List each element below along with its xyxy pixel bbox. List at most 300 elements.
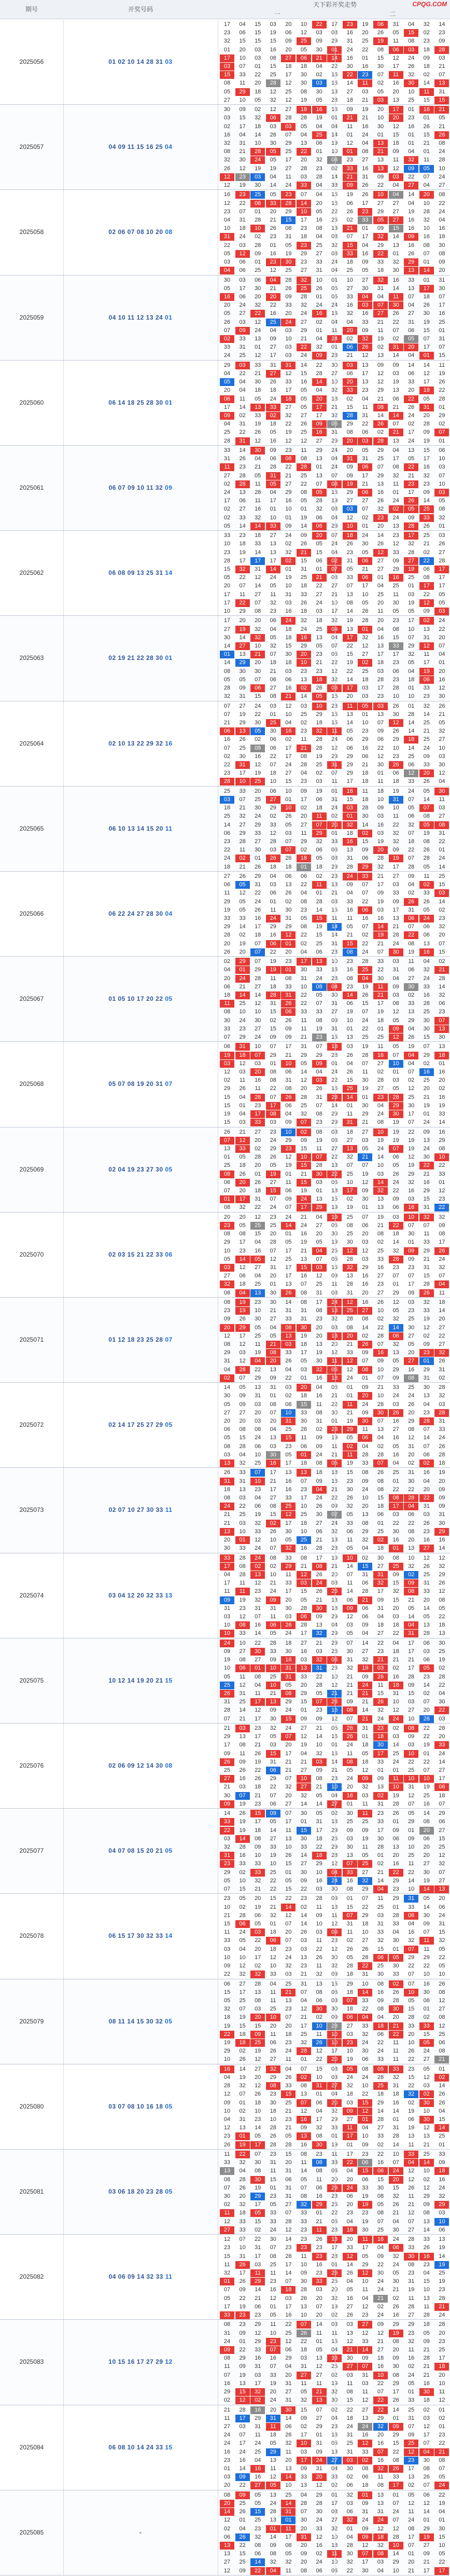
grid-cell: 07 bbox=[358, 1162, 372, 1169]
grid-cell: 26 bbox=[281, 1094, 296, 1101]
grid-cell: 03 bbox=[389, 173, 403, 181]
grid-cell: 17 bbox=[358, 370, 372, 378]
grid-cell: 02 bbox=[419, 617, 434, 625]
grid-cell: 08 bbox=[266, 1068, 280, 1076]
grid-cell: 09 bbox=[419, 1128, 434, 1136]
grid-cell: 30 bbox=[312, 88, 327, 96]
grid-cell: 09 bbox=[419, 489, 434, 497]
grid-cell: 28 bbox=[389, 1997, 403, 2005]
grid-cell: 33 bbox=[266, 2209, 280, 2217]
grid-cell: 01 bbox=[389, 2116, 403, 2124]
grid-cell: 07 bbox=[266, 651, 280, 658]
grid-cell: 18 bbox=[358, 796, 372, 804]
grid-cell: 18 bbox=[373, 2022, 388, 2030]
grid-cell: 12 bbox=[220, 1068, 234, 1076]
grid-cell: 30 bbox=[220, 1392, 234, 1400]
grid-cell: 23 bbox=[250, 1299, 265, 1306]
grid-cell: 27 bbox=[373, 2346, 388, 2354]
grid-cell: 15 bbox=[220, 1094, 234, 1101]
grid-cell: 10 bbox=[312, 2022, 327, 2030]
grid-cell: 16 bbox=[358, 123, 372, 131]
red-balls: 02 14 17 25 27 29 bbox=[108, 1421, 163, 1428]
grid-cell: 06 bbox=[389, 46, 403, 54]
grid-cell: 03 bbox=[250, 2005, 265, 2013]
grid-cell: 18 bbox=[250, 532, 265, 540]
grid-cell: 09 bbox=[235, 1401, 250, 1409]
issue-number: 2025074 bbox=[0, 1592, 63, 1599]
grid-cell: 23 bbox=[312, 2269, 327, 2277]
grid-cell: 12 bbox=[235, 1137, 250, 1145]
grid-cell: 07 bbox=[266, 2346, 280, 2354]
grid-cell: 16 bbox=[419, 948, 434, 956]
grid-cell: 20 bbox=[373, 106, 388, 114]
grid-cell: 32 bbox=[220, 2269, 234, 2277]
grid-cell: 20 bbox=[434, 2372, 449, 2379]
grid-cell: 23 bbox=[297, 778, 311, 786]
grid-cell: 08 bbox=[373, 2482, 388, 2489]
grid-cell: 28 bbox=[297, 1621, 311, 1629]
grid-cell: 28 bbox=[434, 46, 449, 54]
grid-cell: 19 bbox=[434, 2261, 449, 2269]
red-balls: 04 06 09 14 32 33 bbox=[109, 2273, 163, 2280]
grid-cell: 33 bbox=[281, 1494, 296, 1502]
grid-cell: 14 bbox=[220, 1384, 234, 1392]
grid-cell: 13 bbox=[297, 1954, 311, 1962]
grid-cell: 13 bbox=[266, 2491, 280, 2499]
grid-cell: 10 bbox=[404, 1885, 418, 1893]
grid-cell: 08 bbox=[220, 1443, 234, 1451]
grid-cell: 03 bbox=[373, 1912, 388, 1920]
grid-cell: 21 bbox=[419, 727, 434, 735]
site-brand[interactable]: CPQG.COM bbox=[412, 1, 447, 8]
grid-cell: 19 bbox=[389, 788, 403, 795]
grid-cell: 22 bbox=[434, 1706, 449, 1714]
grid-cell: 09 bbox=[404, 165, 418, 173]
grid-cell: 20 bbox=[281, 2022, 296, 2030]
grid-cell: 06 bbox=[358, 1613, 372, 1621]
grid-cell: 13 bbox=[434, 1043, 449, 1051]
grid-cell: 22 bbox=[250, 1204, 265, 1211]
grid-cell: 26 bbox=[419, 1289, 434, 1297]
grid-cell: 27 bbox=[297, 1767, 311, 1774]
grid-cell: 10 bbox=[404, 1715, 418, 1723]
grid-cell: 09 bbox=[389, 846, 403, 854]
grid-cell: 08 bbox=[312, 1110, 327, 1118]
grid-cell: 08 bbox=[358, 1315, 372, 1323]
grid-cell: 09 bbox=[250, 745, 265, 752]
grid-cell: 25 bbox=[235, 1511, 250, 1519]
grid-cell: 30 bbox=[373, 1554, 388, 1562]
grid-cell: 33 bbox=[297, 182, 311, 189]
grid-cell: 02 bbox=[297, 2074, 311, 2082]
grid-cell: 04 bbox=[404, 21, 418, 29]
grid-cell: 03 bbox=[434, 804, 449, 812]
grid-cell: 05 bbox=[419, 1613, 434, 1621]
grid-cell: 22 bbox=[297, 1885, 311, 1893]
grid-cell: 18 bbox=[281, 395, 296, 403]
grid-cell: 31 bbox=[220, 2330, 234, 2337]
grid-cell: 17 bbox=[419, 285, 434, 293]
grid-cell: 08 bbox=[266, 1349, 280, 1357]
grid-cell: 22 bbox=[250, 2567, 265, 2575]
grid-cell: 21 bbox=[266, 1478, 280, 1485]
grid-cell: 28 bbox=[220, 437, 234, 445]
grid-cell: 22 bbox=[312, 1843, 327, 1851]
grid-cell: 10 bbox=[281, 1409, 296, 1417]
grid-cell: 19 bbox=[343, 1459, 357, 1467]
grid-cell: 10 bbox=[220, 2107, 234, 2115]
grid-cell: 04 bbox=[312, 191, 327, 199]
grid-cell: 31 bbox=[404, 1895, 418, 1903]
grid-cell: 09 bbox=[373, 225, 388, 232]
grid-cell: 19 bbox=[358, 2193, 372, 2200]
blue-ball: 08 bbox=[165, 1762, 172, 1769]
column-divider bbox=[63, 2320, 64, 2404]
grid-cell: 05 bbox=[343, 1630, 357, 1637]
grid-cell: 11 bbox=[358, 404, 372, 411]
grid-cell: 15 bbox=[373, 2176, 388, 2184]
grid-cell: 05 bbox=[419, 788, 434, 795]
grid-cell: 33 bbox=[434, 1110, 449, 1118]
grid-cell: 33 bbox=[419, 1588, 434, 1595]
grid-cell: 33 bbox=[419, 2236, 434, 2243]
grid-cell: 28 bbox=[373, 2116, 388, 2124]
grid-cell: 26 bbox=[235, 2533, 250, 2541]
grid-cell: 25 bbox=[297, 1536, 311, 1544]
grid-cell: 26 bbox=[297, 420, 311, 428]
grid-cell: 01 bbox=[434, 1060, 449, 1068]
grid-cell: 24 bbox=[281, 1214, 296, 1221]
grid-cell: 10 bbox=[250, 1451, 265, 1459]
grid-cell: 17 bbox=[434, 2567, 449, 2575]
grid-cell: 16 bbox=[343, 1877, 357, 1885]
grid-cell: 25 bbox=[297, 1102, 311, 1110]
grid-cell: 32 bbox=[266, 2558, 280, 2566]
grid-cell: 24 bbox=[266, 1204, 280, 1211]
grid-cell: 32 bbox=[373, 277, 388, 284]
grid-cell: 30 bbox=[266, 1299, 280, 1306]
issue-number: 2025082 bbox=[0, 2273, 63, 2280]
grid-cell: 31 bbox=[343, 557, 357, 565]
grid-cell: 01 bbox=[434, 1179, 449, 1187]
grid-cell: 33 bbox=[220, 532, 234, 540]
grid-cell: 24 bbox=[220, 2431, 234, 2439]
grid-cell: 32 bbox=[373, 863, 388, 871]
grid-cell: 15 bbox=[419, 1195, 434, 1203]
grid-cell: 25 bbox=[312, 761, 327, 769]
grid-cell: 04 bbox=[434, 2107, 449, 2115]
grid-cell: 03 bbox=[343, 2031, 357, 2038]
grid-cell: 09 bbox=[312, 1443, 327, 1451]
grid-cell: 23 bbox=[389, 1264, 403, 1272]
grid-cell: 31 bbox=[266, 362, 280, 369]
grid-cell: 30 bbox=[250, 285, 265, 293]
grid-cell: 08 bbox=[281, 225, 296, 232]
grid-cell: 25 bbox=[358, 1034, 372, 1041]
grid-cell: 01 bbox=[343, 2141, 357, 2149]
grid-cell: 29 bbox=[373, 208, 388, 216]
grid-cell: 02 bbox=[250, 233, 265, 241]
grid-cell: 09 bbox=[434, 1494, 449, 1502]
grid-cell: 24 bbox=[404, 788, 418, 795]
grid-cell: 05 bbox=[343, 727, 357, 735]
grid-cell: 24 bbox=[358, 131, 372, 139]
grid-cell: 22 bbox=[343, 2159, 357, 2167]
grid-cell: 10 bbox=[250, 2107, 265, 2115]
grid-cell: 33 bbox=[250, 830, 265, 837]
grid-cell: 20 bbox=[358, 1392, 372, 1400]
grid-cell: 24 bbox=[235, 2448, 250, 2456]
grid-cell: 07 bbox=[434, 1800, 449, 1808]
grid-cell: 06 bbox=[281, 676, 296, 684]
grid-cell: 29 bbox=[434, 1571, 449, 1579]
grid-cell: 02 bbox=[373, 1860, 388, 1868]
grid-cell: 33 bbox=[389, 1384, 403, 1392]
grid-cell: 22 bbox=[389, 2031, 403, 2038]
grid-cell: 22 bbox=[358, 1962, 372, 1970]
grid-cell: 22 bbox=[404, 931, 418, 939]
grid-cell: 05 bbox=[389, 1162, 403, 1169]
grid-cell: 31 bbox=[220, 1605, 234, 1613]
grid-cell: 25 bbox=[373, 1247, 388, 1255]
grid-cell: 06 bbox=[404, 761, 418, 769]
grid-cell: 18 bbox=[373, 1545, 388, 1552]
grid-cell: 07 bbox=[235, 796, 250, 804]
blue-ball: 11 bbox=[165, 1506, 173, 1513]
grid-cell: 09 bbox=[389, 898, 403, 906]
grid-cell: 27 bbox=[358, 2406, 372, 2414]
grid-cell: 12 bbox=[266, 267, 280, 274]
grid-cell: 31 bbox=[419, 1374, 434, 1382]
grid-cell: 01 bbox=[220, 2278, 234, 2285]
grid-cell: 17 bbox=[404, 617, 418, 625]
grid-cell: 15 bbox=[343, 796, 357, 804]
grid-cell: 30 bbox=[220, 106, 234, 114]
grid-cell: 22 bbox=[266, 1085, 280, 1093]
grid-cell: 12 bbox=[373, 2330, 388, 2337]
grid-cell: 30 bbox=[389, 1937, 403, 1945]
grid-cell: 07 bbox=[404, 1119, 418, 1126]
grid-cell: 29 bbox=[389, 2380, 403, 2388]
grid-cell: 15 bbox=[297, 2406, 311, 2414]
grid-cell: 17 bbox=[281, 2533, 296, 2541]
grid-cell: 07 bbox=[220, 2184, 234, 2192]
grid-cell: 25 bbox=[419, 1571, 434, 1579]
red-balls: 02 03 15 21 22 33 bbox=[108, 1251, 163, 1258]
grid-cell: 24 bbox=[404, 2516, 418, 2524]
grid-cell: 18 bbox=[235, 1162, 250, 1169]
grid-cell: 27 bbox=[220, 1409, 234, 1417]
grid-cell: 17 bbox=[389, 2482, 403, 2489]
grid-cell: 10 bbox=[389, 1060, 403, 1068]
issue-number: 2025067 bbox=[0, 995, 63, 1002]
grid-cell: 02 bbox=[419, 881, 434, 889]
grid-cell: 07 bbox=[312, 480, 327, 488]
grid-cell: 32 bbox=[389, 258, 403, 266]
grid-cell: 33 bbox=[404, 2151, 418, 2158]
grid-cell: 08 bbox=[266, 1077, 280, 1084]
grid-cell: 22 bbox=[389, 2448, 403, 2456]
grid-cell: 25 bbox=[312, 626, 327, 633]
grid-cell: 10 bbox=[266, 2116, 280, 2124]
grid-cell: 02 bbox=[419, 2176, 434, 2184]
grid-cell: 25 bbox=[419, 1008, 434, 1016]
grid-cell: 28 bbox=[389, 1912, 403, 1920]
list-item bbox=[0, 446, 450, 531]
grid-cell: 12 bbox=[434, 684, 449, 692]
grid-cell: 17 bbox=[419, 378, 434, 386]
grid-cell: 03 bbox=[250, 1060, 265, 1068]
grid-cell: 18 bbox=[434, 1299, 449, 1306]
grid-cell: 06 bbox=[434, 2226, 449, 2234]
blue-ball: 07 bbox=[165, 1080, 172, 1087]
grid-cell: 10 bbox=[220, 608, 234, 615]
grid-cell: 27 bbox=[373, 1060, 388, 1068]
grid-cell: 24 bbox=[389, 1715, 403, 1723]
grid-cell: 01 bbox=[419, 1750, 434, 1758]
grid-cell: 28 bbox=[404, 549, 418, 557]
grid-cell: 29 bbox=[250, 821, 265, 829]
grid-cell: 07 bbox=[266, 1043, 280, 1051]
grid-cell: 21 bbox=[281, 2107, 296, 2115]
grid-cell: 25 bbox=[343, 1085, 357, 1093]
grid-cell: 27 bbox=[220, 472, 234, 480]
grid-cell: 06 bbox=[358, 855, 372, 862]
grid-cell: 09 bbox=[297, 2124, 311, 2132]
grid-cell: 06 bbox=[389, 1332, 403, 1340]
grid-cell: 08 bbox=[220, 1008, 234, 1016]
grid-cell: 17 bbox=[297, 216, 311, 224]
grid-cell: 28 bbox=[235, 1366, 250, 1374]
grid-cell: 16 bbox=[389, 2311, 403, 2319]
grid-cell: 20 bbox=[358, 1230, 372, 1238]
grid-cell: 24 bbox=[434, 855, 449, 862]
grid-cell: 24 bbox=[404, 1392, 418, 1400]
grid-cell: 17 bbox=[250, 1733, 265, 1741]
grid-cell: 20 bbox=[250, 1068, 265, 1076]
grid-cell: 02 bbox=[373, 343, 388, 351]
grid-cell: 02 bbox=[358, 514, 372, 522]
grid-cell: 21 bbox=[434, 966, 449, 974]
grid-cell: 08 bbox=[389, 2338, 403, 2346]
grid-cell: 09 bbox=[419, 2201, 434, 2209]
grid-cell: 09 bbox=[358, 258, 372, 266]
grid-cell: 33 bbox=[235, 1145, 250, 1153]
grid-cell: 33 bbox=[220, 343, 234, 351]
grid-cell: 03 bbox=[358, 1256, 372, 1263]
grid-cell: 27 bbox=[235, 642, 250, 650]
grid-cell: 03 bbox=[358, 1137, 372, 1145]
grid-cell: 21 bbox=[235, 1128, 250, 1136]
grid-cell: 03 bbox=[389, 881, 403, 889]
grid-cell: 31 bbox=[297, 1307, 311, 1315]
grid-cell: 24 bbox=[250, 1554, 265, 1562]
grid-cell: 06 bbox=[343, 1000, 357, 1008]
grid-cell: 32 bbox=[297, 301, 311, 309]
grid-cell: 03 bbox=[343, 1835, 357, 1843]
grid-cell: 03 bbox=[235, 1119, 250, 1126]
grid-cell: 12 bbox=[220, 2124, 234, 2132]
grid-cell: 06 bbox=[266, 1621, 280, 1629]
grid-cell: 10 bbox=[434, 1153, 449, 1161]
grid-cell: 11 bbox=[419, 1946, 434, 1953]
grid-cell: 05 bbox=[235, 1222, 250, 1230]
grid-cell: 07 bbox=[250, 599, 265, 607]
grid-cell: 26 bbox=[404, 2047, 418, 2055]
grid-cell: 25 bbox=[250, 1280, 265, 1288]
grid-cell: 23 bbox=[220, 838, 234, 846]
grid-cell: 24 bbox=[266, 395, 280, 403]
grid-cell: 12 bbox=[266, 106, 280, 114]
grid-cell: 14 bbox=[266, 2533, 280, 2541]
grid-cell: 16 bbox=[281, 727, 296, 735]
grid-cell: 04 bbox=[250, 1682, 265, 1689]
grid-cell: 02 bbox=[434, 958, 449, 966]
grid-cell: 14 bbox=[358, 821, 372, 829]
grid-cell: 27 bbox=[312, 1222, 327, 1230]
grid-cell: 33 bbox=[389, 2473, 403, 2481]
grid-cell: 04 bbox=[220, 1571, 234, 1579]
grid-cell: 07 bbox=[419, 250, 434, 258]
grid-cell: 32 bbox=[312, 838, 327, 846]
grid-cell: 11 bbox=[220, 889, 234, 897]
grid-cell: 33 bbox=[220, 1818, 234, 1826]
grid-cell: 25 bbox=[281, 1980, 296, 1988]
grid-cell: 06 bbox=[281, 1187, 296, 1195]
grid-cell: 03 bbox=[434, 1715, 449, 1723]
grid-cell: 19 bbox=[404, 1043, 418, 1051]
column-divider bbox=[63, 275, 64, 360]
grid-cell: 32 bbox=[312, 1630, 327, 1637]
grid-cell: 07 bbox=[404, 1068, 418, 1076]
grid-cell: 08 bbox=[235, 1426, 250, 1434]
grid-cell: 01 bbox=[297, 863, 311, 871]
grid-cell: 28 bbox=[358, 804, 372, 812]
grid-cell: 18 bbox=[297, 1392, 311, 1400]
grid-cell: 30 bbox=[343, 2465, 357, 2473]
grid-cell: 28 bbox=[312, 1162, 327, 1169]
grid-cell: 17 bbox=[389, 651, 403, 658]
grid-cell: 28 bbox=[297, 761, 311, 769]
grid-cell: 15 bbox=[266, 1025, 280, 1033]
grid-cell: 26 bbox=[281, 1289, 296, 1297]
grid-cell: 17 bbox=[235, 1332, 250, 1340]
grid-cell: 31 bbox=[389, 966, 403, 974]
blue-ball: 07 bbox=[165, 1336, 172, 1343]
grid-cell: 20 bbox=[297, 1384, 311, 1392]
grid-cell: 12 bbox=[220, 2567, 234, 2575]
grid-cell: 01 bbox=[281, 1869, 296, 1877]
grid-cell: 06 bbox=[281, 2423, 296, 2431]
grid-cell: 18 bbox=[419, 2396, 434, 2404]
grid-cell: 27 bbox=[373, 200, 388, 208]
grid-cell: 31 bbox=[312, 2440, 327, 2447]
grid-cell: 04 bbox=[297, 948, 311, 956]
grid-cell: 14 bbox=[250, 582, 265, 590]
grid-cell: 33 bbox=[404, 2396, 418, 2404]
grid-cell: 07 bbox=[404, 2542, 418, 2550]
grid-cell: 27 bbox=[235, 505, 250, 513]
grid-cell: 29 bbox=[343, 753, 357, 761]
grid-cell: 30 bbox=[419, 2457, 434, 2464]
grid-cell: 24 bbox=[250, 156, 265, 164]
grid-cell: 24 bbox=[373, 2047, 388, 2055]
grid-cell: 23 bbox=[343, 2039, 357, 2047]
grid-cell: 20 bbox=[343, 378, 357, 386]
grid-cell: 09 bbox=[312, 1912, 327, 1920]
grid-cell: 05 bbox=[343, 566, 357, 573]
grid-cell: 01 bbox=[389, 1818, 403, 1826]
